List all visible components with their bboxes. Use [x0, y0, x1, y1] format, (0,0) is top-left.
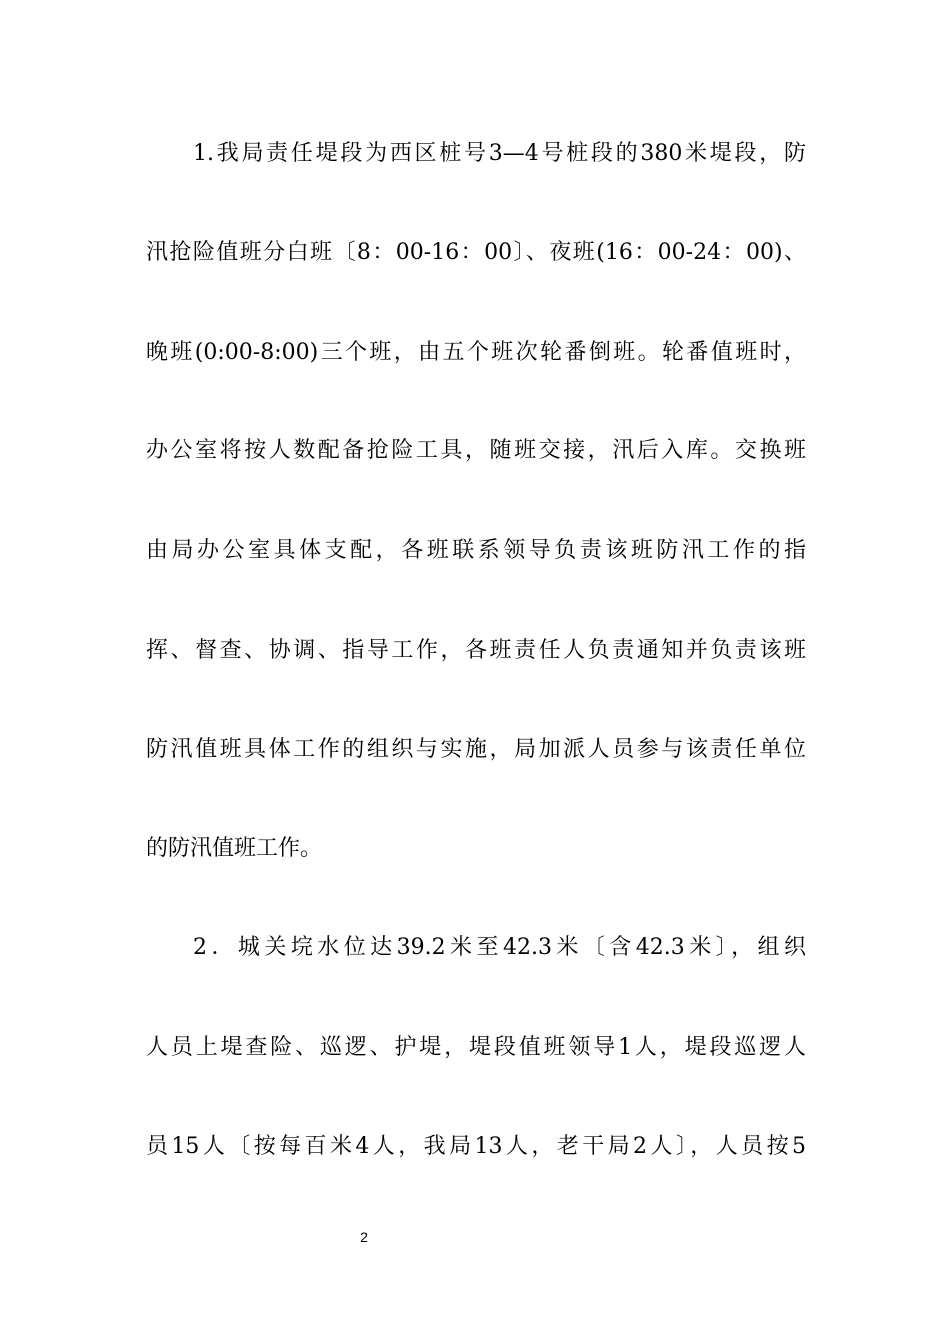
paragraph-2-line-2: 人员上堤查险、巡逻、护堤，堤段值班领导1人，堤段巡逻人 [146, 1035, 806, 1060]
paragraph-1-line-4: 办公室将按人数配备抢险工具，随班交接，汛后入库。交换班 [146, 438, 806, 463]
paragraph-2-line-3: 员15人〔按每百米4人，我局13人，老干局2人〕，人员按5 [146, 1134, 806, 1159]
paragraph-1-line-8: 的防汛值班工作。 [146, 836, 323, 861]
paragraph-1-line-1: 1.我局责任堤段为西区桩号3—4号桩段的380米堤段，防 [193, 141, 806, 166]
page-number: 2 [360, 1229, 368, 1245]
paragraph-2-line-1: 2．城关垸水位达39.2米至42.3米〔含42.3米〕，组织 [193, 935, 806, 960]
paragraph-1-line-7: 防汛值班具体工作的组织与实施，局加派人员参与该责任单位 [146, 737, 806, 762]
paragraph-1-line-6: 挥、督查、协调、指导工作，各班责任人负责通知并负责该班 [146, 638, 806, 663]
paragraph-1-line-5: 由局办公室具体支配，各班联系领导负责该班防汛工作的指 [146, 538, 806, 563]
paragraph-1-line-3: 晚班(0:00-8:00)三个班，由五个班次轮番倒班。轮番值班时， [146, 340, 806, 365]
paragraph-1-line-2: 汛抢险值班分白班〔8：00-16：00〕、夜班(16：00-24：00)、 [146, 240, 806, 265]
